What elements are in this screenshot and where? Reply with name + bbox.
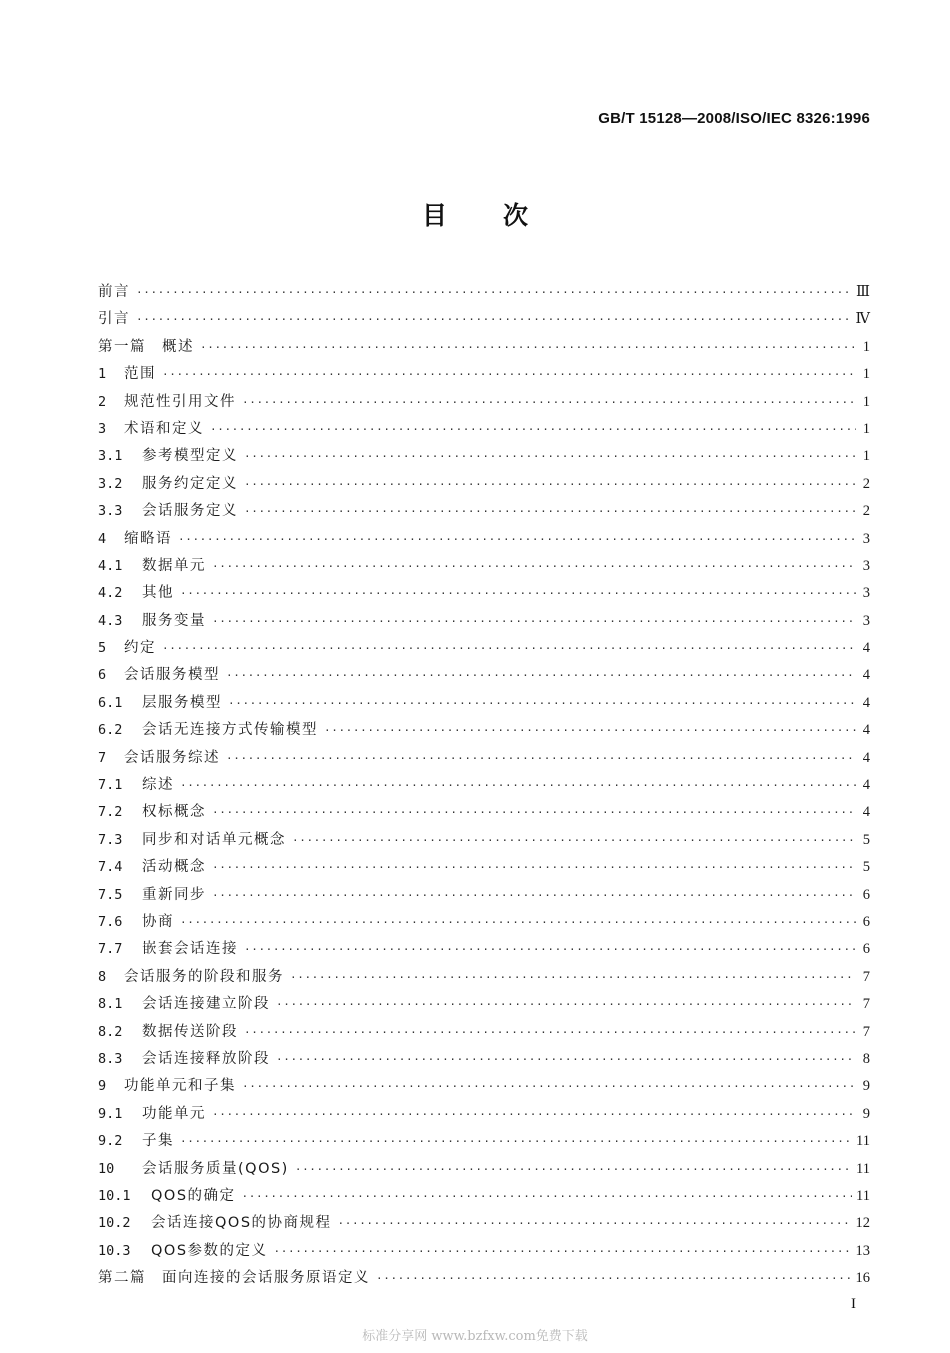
- toc-leader-dots: [244, 936, 856, 963]
- toc-leader-dots: [242, 1073, 856, 1100]
- toc-entry-number: 10.2: [98, 1215, 131, 1232]
- toc-entry-label: 活动概念: [142, 859, 206, 876]
- toc-entry-label: 服务变量: [142, 612, 206, 629]
- toc-entry-label: 会话连接释放阶段: [142, 1050, 270, 1067]
- toc-leader-dots: [244, 1019, 856, 1046]
- toc-entry-label: 功能单元: [142, 1105, 206, 1122]
- toc-entry[interactable]: [98, 1238, 870, 1265]
- toc-entry-label: 术语和定义: [124, 420, 204, 437]
- toc-entry[interactable]: [98, 991, 870, 1018]
- toc-entry-page: 1: [862, 338, 870, 355]
- toc-entry-label: 范围: [124, 366, 156, 383]
- toc-entry-label: 约定: [124, 640, 156, 657]
- toc-entry-label: 缩略语: [124, 530, 172, 547]
- toc-leader-dots: [212, 553, 856, 580]
- toc-entry-page: 5: [862, 831, 870, 848]
- toc-entry-label: 子集: [142, 1133, 174, 1150]
- toc-entry-number: 8: [98, 968, 107, 985]
- toc-entry-page: Ⅲ: [856, 284, 870, 300]
- toc-entry[interactable]: [98, 1183, 870, 1210]
- toc-entry-number: 4.3: [98, 612, 123, 629]
- toc-leader-dots: [136, 279, 852, 306]
- toc-entry-number: 7: [98, 749, 107, 766]
- toc-entry-label: 引言: [98, 311, 130, 328]
- toc-entry-page: 7: [862, 968, 870, 985]
- toc-leader-dots: [210, 416, 856, 443]
- toc-leader-dots: [276, 1046, 856, 1073]
- toc-entry-label: 层服务模型: [142, 694, 222, 711]
- toc-entry[interactable]: [98, 1128, 870, 1155]
- toc-entry[interactable]: [98, 389, 870, 416]
- toc-entry[interactable]: [98, 717, 870, 744]
- toc-entry-label: 前言: [98, 284, 130, 300]
- toc-leader-dots: [276, 991, 856, 1018]
- toc-entry-page: 6: [862, 941, 870, 958]
- toc-entry-number: 7.6: [98, 913, 123, 930]
- toc-leader-dots: [212, 799, 856, 826]
- toc-leader-dots: [212, 1101, 856, 1128]
- toc-entry-label: 数据单元: [142, 557, 206, 574]
- toc-entry[interactable]: [98, 526, 870, 553]
- toc-entry-page: 2: [862, 503, 870, 520]
- toc-entry-label: 会话连接建立阶段: [142, 996, 270, 1013]
- toc-entry-page: Ⅳ: [855, 311, 870, 328]
- toc-entry[interactable]: [98, 936, 870, 963]
- toc-entry-page: 4: [862, 640, 870, 657]
- toc-leader-dots: [180, 1128, 852, 1155]
- toc-leader-dots: [200, 334, 856, 361]
- watermark: 标准分享网 www.bzfxw.com免费下载: [362, 1329, 588, 1344]
- toc-entry-page: 1: [862, 420, 870, 437]
- toc-entry-page: 7: [862, 1023, 870, 1040]
- toc-entry-label: 参考模型定义: [142, 448, 238, 465]
- toc-leader-dots: [226, 662, 856, 689]
- toc-entry[interactable]: [98, 498, 870, 525]
- toc-entry[interactable]: [98, 1046, 870, 1073]
- toc-entry-label: 会话服务质量(QOS): [142, 1160, 289, 1177]
- toc-leader-dots: [242, 389, 856, 416]
- toc-entry-page: 3: [862, 612, 870, 629]
- toc-entry-number: 8.1: [98, 996, 123, 1013]
- toc-entry[interactable]: [98, 279, 870, 306]
- toc-entry-number: 6.2: [98, 722, 123, 739]
- toc-entry-number: 9.2: [98, 1133, 123, 1150]
- toc-entry-number: 7.4: [98, 859, 123, 876]
- toc-entry-number: 3.3: [98, 503, 123, 520]
- toc-entry-label: QOS的确定: [151, 1187, 236, 1204]
- toc-entry-label: 重新同步: [142, 886, 206, 903]
- toc-entry-label: QOS参数的定义: [151, 1242, 268, 1259]
- toc-entry-number: 7.3: [98, 831, 123, 848]
- toc-entry-number: 7.7: [98, 941, 123, 958]
- toc-leader-dots: [244, 498, 856, 525]
- toc-entry-page: 16: [855, 1270, 870, 1287]
- toc-entry-page: 4: [862, 694, 870, 711]
- toc-entry-label: 第二篇 面向连接的会话服务原语定义: [98, 1270, 370, 1287]
- toc-entry[interactable]: [98, 580, 870, 607]
- toc-entry-page: 1: [862, 366, 870, 383]
- toc-leader-dots: [180, 580, 856, 607]
- toc-entry[interactable]: [98, 306, 870, 333]
- toc-entry-number: 10.3: [98, 1242, 131, 1259]
- toc-entry-number: 7.2: [98, 804, 123, 821]
- toc-leader-dots: [212, 854, 856, 881]
- toc-entry-label: 会话无连接方式传输模型: [142, 722, 318, 739]
- toc-entry-page: 4: [862, 749, 870, 766]
- toc-entry-number: 7.5: [98, 886, 123, 903]
- toc-entry-label: 会话服务定义: [142, 503, 238, 520]
- toc-entry-page: 3: [862, 530, 870, 547]
- toc-leader-dots: [244, 443, 856, 470]
- toc-entry-page: 4: [862, 667, 870, 684]
- toc-leader-dots: [162, 361, 856, 388]
- toc-entry[interactable]: [98, 635, 870, 662]
- page-title-char-1: 目: [421, 201, 447, 230]
- toc-entry-page: 11: [856, 1133, 870, 1150]
- toc-entry[interactable]: [98, 471, 870, 498]
- toc-leader-dots: [376, 1265, 852, 1292]
- toc-entry[interactable]: [98, 361, 870, 388]
- toc-entry-number: 10: [98, 1160, 115, 1177]
- toc-entry-page: 6: [862, 886, 870, 903]
- toc-entry[interactable]: [98, 1265, 870, 1292]
- toc-leader-dots: [180, 909, 856, 936]
- toc-entry[interactable]: [98, 1210, 870, 1237]
- toc-entry-page: 4: [862, 777, 870, 794]
- toc-entry-number: 7.1: [98, 777, 123, 794]
- toc-leader-dots: [295, 1156, 852, 1183]
- toc-entry-number: 6.1: [98, 694, 123, 711]
- toc-entry-number: 3: [98, 420, 107, 437]
- toc-entry-label: 会话服务的阶段和服务: [124, 968, 284, 985]
- toc-entry-label: 嵌套会话连接: [142, 941, 238, 958]
- toc-entry-number: 4.1: [98, 557, 123, 574]
- toc-leader-dots: [244, 471, 856, 498]
- toc-entry[interactable]: [98, 1073, 870, 1100]
- toc-leader-dots: [228, 690, 856, 717]
- toc-entry-number: 9.1: [98, 1105, 123, 1122]
- toc-entry-label: 同步和对话单元概念: [142, 831, 286, 848]
- toc-entry-number: 4: [98, 530, 107, 547]
- toc-entry-number: 8.3: [98, 1050, 123, 1067]
- toc-entry-label: 协商: [142, 913, 174, 930]
- toc-entry[interactable]: [98, 416, 870, 443]
- toc-entry[interactable]: [98, 854, 870, 881]
- toc-entry-page: 11: [856, 1160, 870, 1177]
- toc-entry-label: 会话服务综述: [124, 749, 220, 766]
- toc-entry-number: 8.2: [98, 1023, 123, 1040]
- toc-entry-label: 规范性引用文件: [124, 393, 236, 410]
- page-title: [0, 196, 950, 232]
- toc-entry[interactable]: [98, 745, 870, 772]
- toc-entry-page: 11: [856, 1187, 870, 1204]
- toc-entry-label: 功能单元和子集: [124, 1078, 236, 1095]
- toc-leader-dots: [274, 1238, 852, 1265]
- toc-leader-dots: [324, 717, 856, 744]
- page-number: I: [851, 1296, 856, 1312]
- toc-entry-page: 7: [862, 996, 870, 1013]
- toc-entry-page: 2: [862, 475, 870, 492]
- toc-entry[interactable]: [98, 882, 870, 909]
- toc-entry-page: 4: [862, 804, 870, 821]
- toc-entry-label: 权标概念: [142, 804, 206, 821]
- standard-number: GB/T 15128—2008/ISO/IEC 8326:1996: [598, 110, 870, 127]
- toc-entry-page: 12: [855, 1215, 870, 1232]
- toc-entry-number: 3.2: [98, 475, 123, 492]
- toc-entry-page: 4: [862, 722, 870, 739]
- toc-entry-label: 会话连接QOS的协商规程: [151, 1215, 332, 1232]
- toc-entry-page: 3: [862, 585, 870, 602]
- toc-entry[interactable]: [98, 772, 870, 799]
- toc-leader-dots: [292, 827, 856, 854]
- toc-entry-page: 9: [862, 1078, 870, 1095]
- toc-leader-dots: [212, 882, 856, 909]
- toc-entry-page: 13: [855, 1242, 870, 1259]
- toc-entry-label: 会话服务模型: [124, 667, 220, 684]
- toc-entry-page: 1: [862, 393, 870, 410]
- toc-leader-dots: [338, 1210, 852, 1237]
- toc-leader-dots: [242, 1183, 853, 1210]
- toc-entry-page: 8: [862, 1050, 870, 1067]
- toc-entry-number: 10.1: [98, 1187, 131, 1204]
- toc-entry[interactable]: [98, 443, 870, 470]
- toc-entry[interactable]: [98, 1156, 870, 1183]
- toc-entry-page: 1: [862, 448, 870, 465]
- toc-entry-page: 3: [862, 557, 870, 574]
- toc-entry-number: 9: [98, 1078, 107, 1095]
- toc-leader-dots: [162, 635, 856, 662]
- toc-leader-dots: [178, 526, 856, 553]
- toc-entry[interactable]: [98, 964, 870, 991]
- toc-entry-number: 3.1: [98, 448, 123, 465]
- toc-entry[interactable]: [98, 608, 870, 635]
- toc-entry[interactable]: [98, 909, 870, 936]
- toc-entry[interactable]: [98, 662, 870, 689]
- toc-entry-label: 其他: [142, 585, 174, 602]
- toc-entry-label: 第一篇 概述: [98, 338, 194, 355]
- toc-entry-number: 5: [98, 640, 107, 657]
- toc-entry-page: 6: [862, 913, 870, 930]
- toc-entry[interactable]: [98, 1019, 870, 1046]
- toc-entry-number: 2: [98, 393, 107, 410]
- toc-entry[interactable]: [98, 827, 870, 854]
- table-of-contents: [98, 279, 870, 1292]
- toc-entry[interactable]: [98, 553, 870, 580]
- toc-entry[interactable]: [98, 334, 870, 361]
- toc-entry-page: 9: [862, 1105, 870, 1122]
- toc-leader-dots: [212, 608, 856, 635]
- toc-entry-number: 4.2: [98, 585, 123, 602]
- toc-entry-page: 5: [862, 859, 870, 876]
- toc-entry-label: 综述: [142, 777, 174, 794]
- toc-entry-label: 服务约定定义: [142, 475, 238, 492]
- toc-entry-number: 6: [98, 667, 107, 684]
- toc-leader-dots: [180, 772, 856, 799]
- toc-leader-dots: [136, 306, 852, 333]
- toc-entry-number: 1: [98, 366, 107, 383]
- toc-leader-dots: [290, 964, 856, 991]
- toc-entry-label: 数据传送阶段: [142, 1023, 238, 1040]
- toc-entry[interactable]: [98, 690, 870, 717]
- page-title-char-2: 次: [503, 201, 529, 230]
- toc-entry[interactable]: [98, 1101, 870, 1128]
- toc-leader-dots: [226, 745, 856, 772]
- toc-entry[interactable]: [98, 799, 870, 826]
